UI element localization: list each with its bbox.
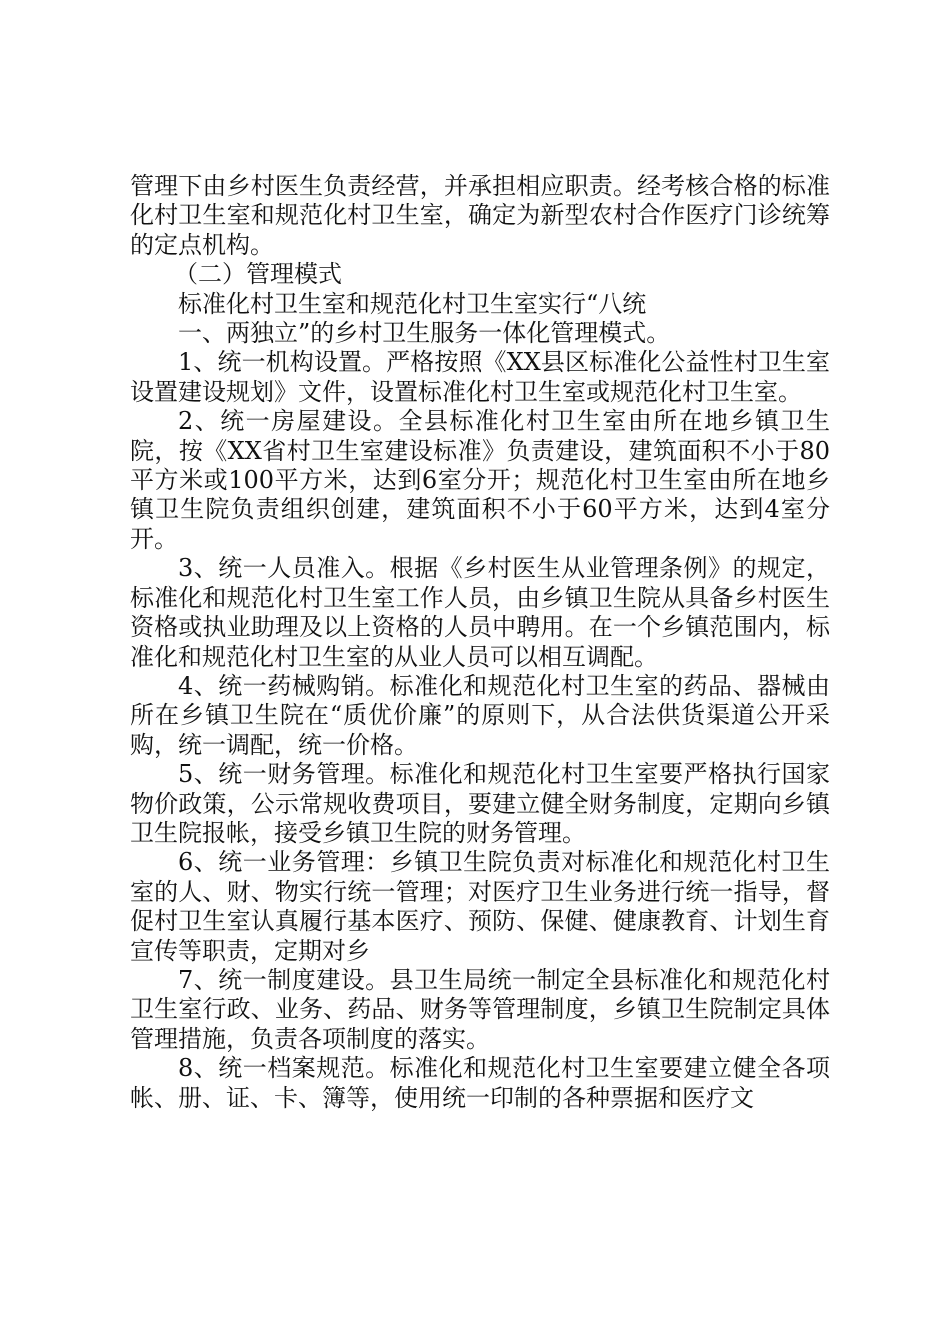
section-heading: （二）管理模式 <box>174 260 342 289</box>
paragraph-item-3: 3、统一人员准入。根据《乡村医生从业管理条例》的规定，标准化和规范化村卫生室工作人员，由乡镇卫生院从具备乡村医生资格或执业助理及以上资格的人员中聘用。在一个乡镇范围内，标准化和规范化村卫生室的从业人员可以相互调配。 <box>130 554 830 671</box>
paragraph-intro-cont: 一、两独立”的乡村卫生服务一体化管理模式。 <box>178 319 671 348</box>
paragraph-item-1: 1、统一机构设置。严格按照《XX县区标准化公益性村卫生室设置建设规划》文件，设置标准化村卫生室或规范化村卫生室。 <box>130 348 830 406</box>
document-page <box>130 172 830 1113</box>
paragraph-item-8: 8、统一档案规范。标准化和规范化村卫生室要建立健全各项帐、册、证、卡、簿等，使用统一印制的各种票据和医疗文 <box>130 1054 830 1112</box>
paragraph-item-6: 6、统一业务管理：乡镇卫生院负责对标准化和规范化村卫生室的人、财、物实行统一管理；对医疗卫生业务进行统一指导，督促村卫生室认真履行基本医疗、预防、保健、健康教育、计划生育宣传等职责，定期对乡 <box>130 848 830 965</box>
paragraph-item-4: 4、统一药械购销。标准化和规范化村卫生室的药品、器械由所在乡镇卫生院在“质优价廉”的原则下，从合法供货渠道公开采购，统一调配，统一价格。 <box>130 671 830 759</box>
paragraph-item-5: 5、统一财务管理。标准化和规范化村卫生室要严格执行国家物价政策，公示常规收费项目，要建立健全财务制度，定期向乡镇卫生院报帐，接受乡镇卫生院的财务管理。 <box>130 760 830 847</box>
paragraph-item-7: 7、统一制度建设。县卫生局统一制定全县标准化和规范化村卫生室行政、业务、药品、财务等管理制度，乡镇卫生院制定具体管理措施，负责各项制度的落实。 <box>130 965 830 1053</box>
paragraph-intro: 标准化村卫生室和规范化村卫生室实行“八统 <box>178 289 647 318</box>
paragraph-continuation: 管理下由乡村医生负责经营，并承担相应职责。经考核合格的标准化村卫生室和规范化村卫生室，确定为新型农村合作医疗门诊统筹的定点机构。 <box>130 172 830 259</box>
paragraph-item-2: 2、统一房屋建设。全县标准化村卫生室由所在地乡镇卫生院，按《XX省村卫生室建设标准》负责建设，建筑面积不小于80平方米或100平方米，达到6室分开；规范化村卫生室由所在地乡镇卫生院负责组织创建，建筑面积不小于60平方米，达到4室分开。 <box>130 407 830 553</box>
